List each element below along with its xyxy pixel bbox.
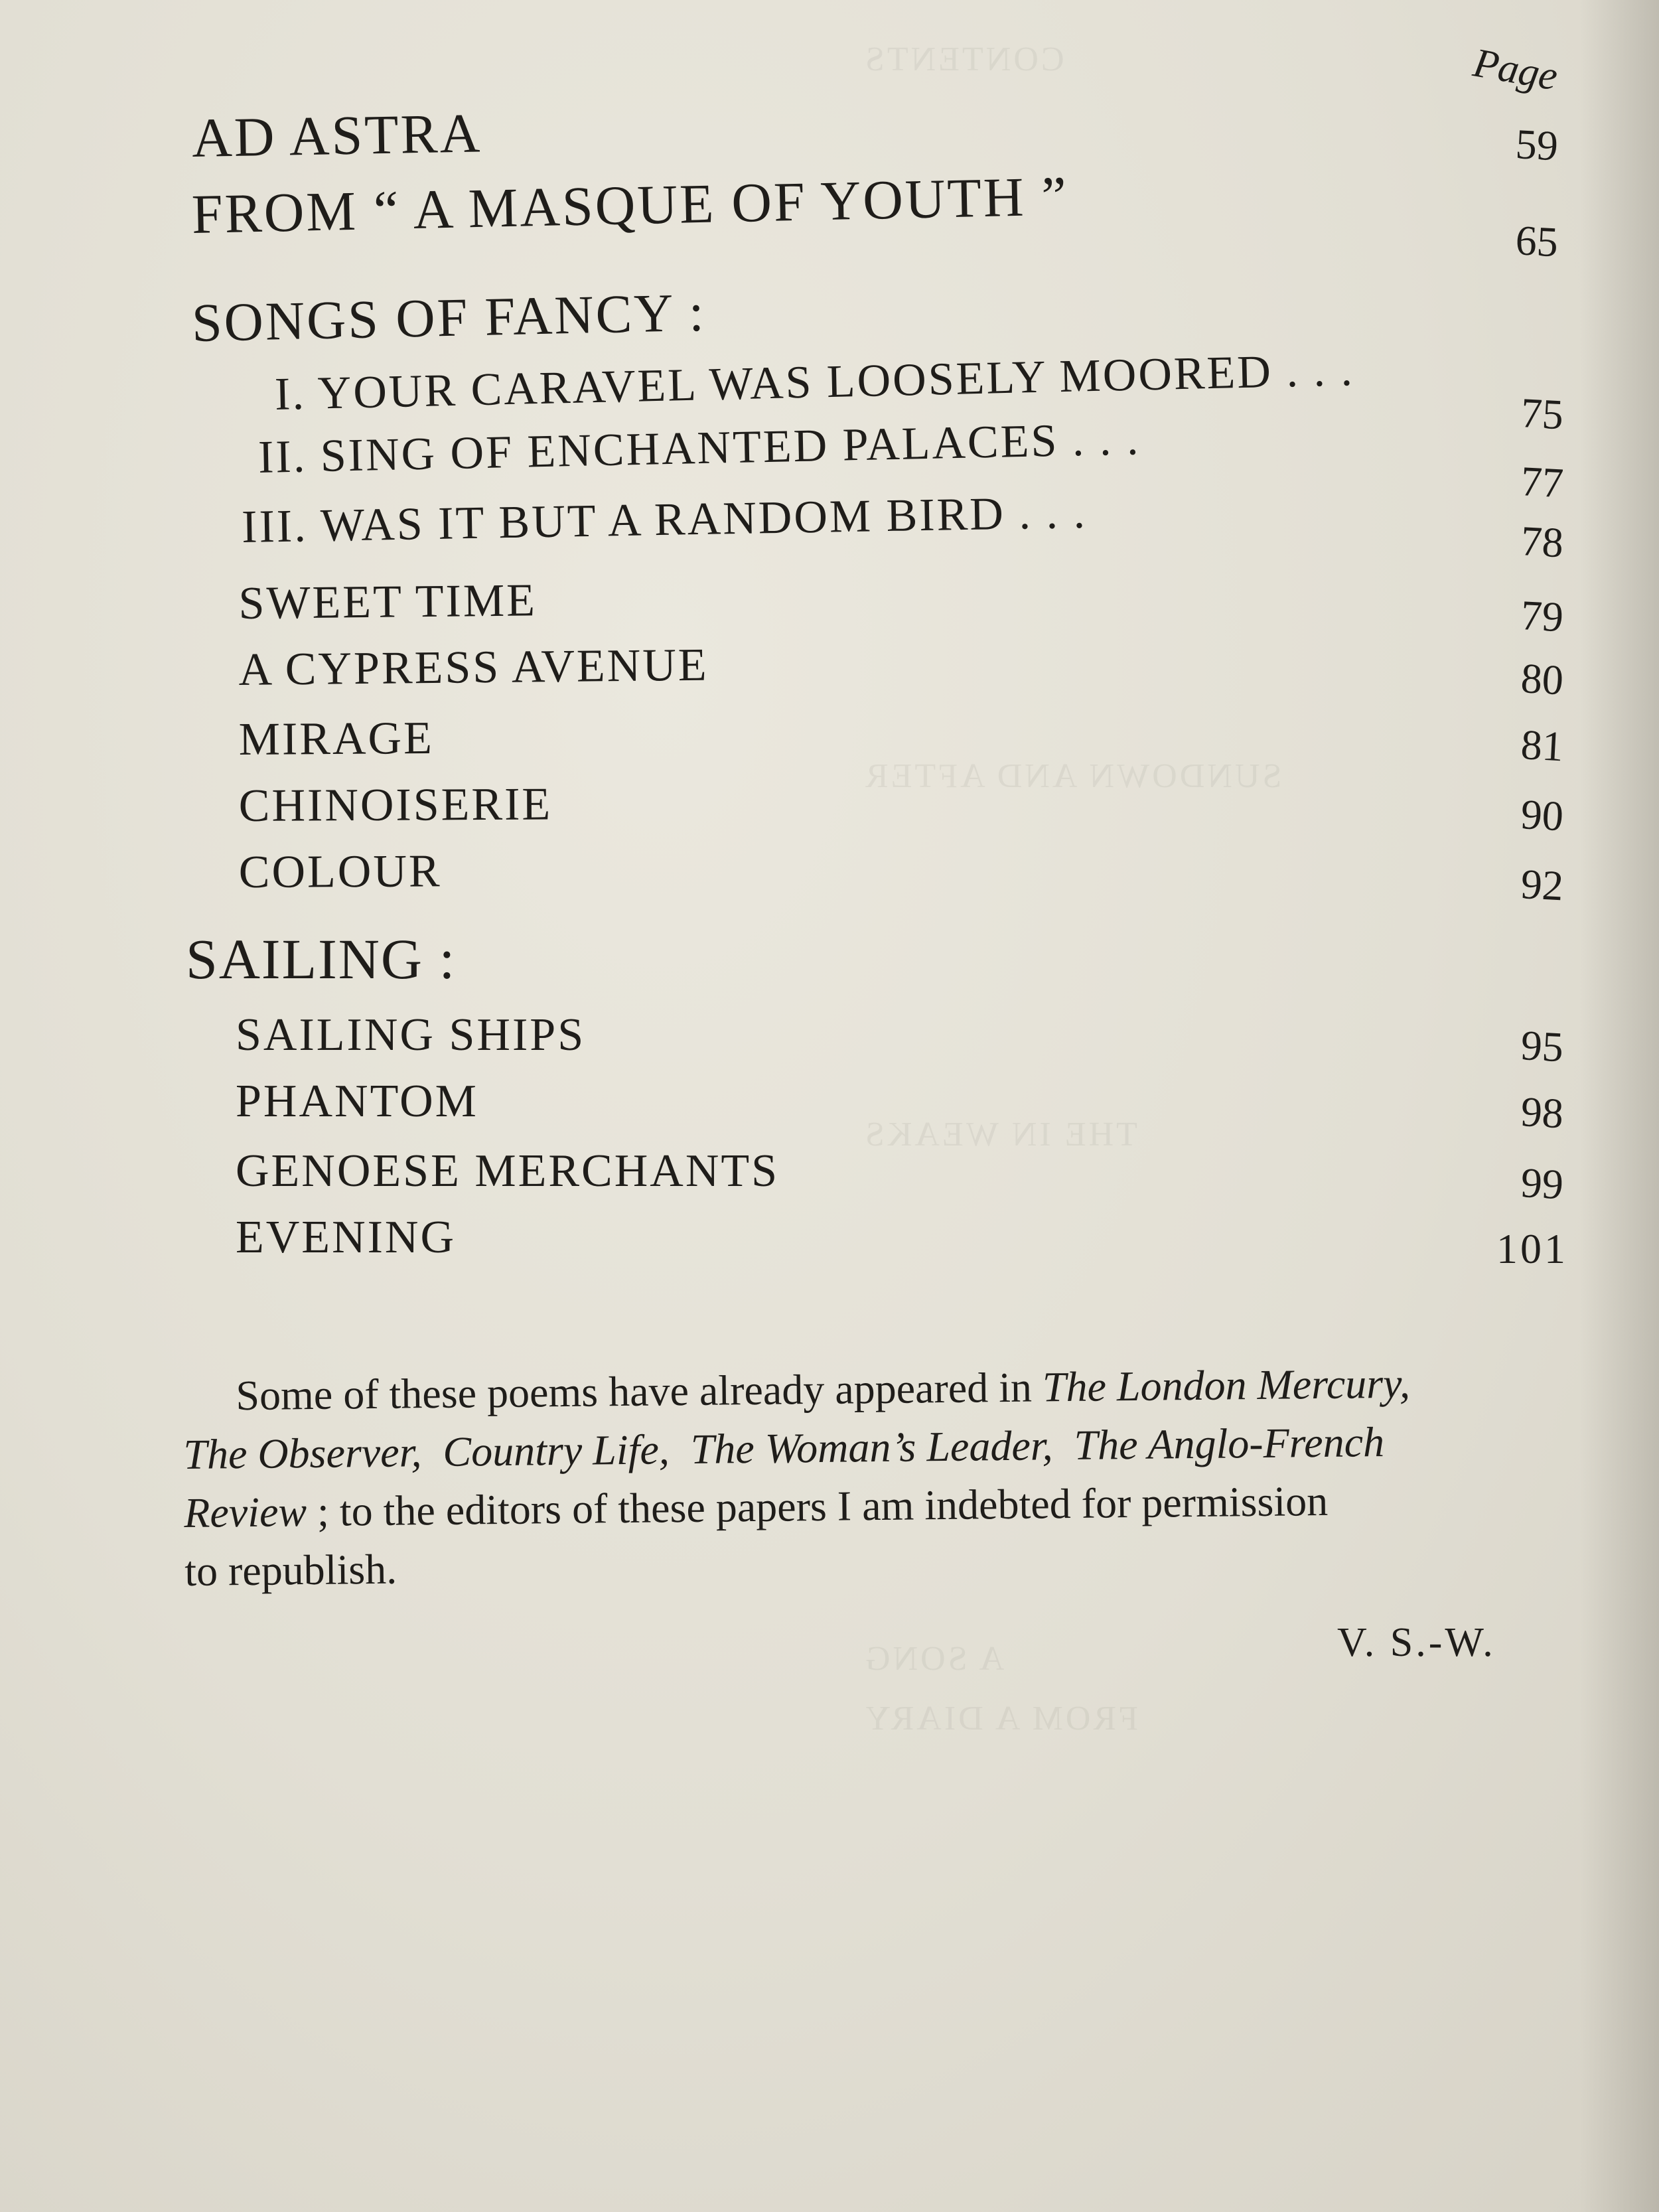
entry-title: MIRAGE [238, 712, 435, 765]
publication-title: The Anglo-French [1074, 1418, 1385, 1469]
entry-title: I. YOUR CARAVEL WAS LOOSELY MOORED . . . [274, 344, 1355, 421]
entry-title: A CYPRESS AVENUE [238, 639, 709, 696]
section-heading: SAILING : [186, 927, 457, 991]
entry-title: EVENING [236, 1212, 457, 1263]
entry-page-number: 79 [1520, 591, 1565, 641]
entry-title: GENOESE MERCHANTS [236, 1145, 780, 1197]
show-through-text: CONTENTS [863, 40, 1064, 78]
show-through-text: A SONG [863, 1640, 1005, 1678]
show-through-text: SUNDOWN AND AFTER [863, 757, 1282, 795]
publication-title: The London Mercury, [1042, 1359, 1411, 1411]
entry-page-number: 59 [1514, 120, 1559, 170]
entry-title: AD ASTRA [191, 102, 482, 170]
entry-page-number: 92 [1520, 860, 1565, 910]
entry-page-number: 75 [1520, 389, 1565, 439]
note-text: to republish. [184, 1545, 397, 1595]
entry-title: SWEET TIME [238, 575, 538, 630]
show-through-text: THE IN WEAKS [863, 1116, 1137, 1153]
note-text: Some of these poems have already appeared in [236, 1363, 1043, 1420]
entry-page-number: 98 [1520, 1088, 1565, 1138]
entry-title: III. WAS IT BUT A RANDOM BIRD . . . [241, 486, 1088, 553]
publication-title: Country Life, [443, 1426, 670, 1475]
author-signature: V. S.-W. [1337, 1620, 1496, 1665]
entry-page-number: 95 [1520, 1021, 1565, 1071]
section-heading: SONGS OF FANCY : [191, 281, 707, 354]
entry-page-number: 80 [1520, 654, 1565, 704]
entry-page-number: 81 [1520, 721, 1565, 771]
entry-title: COLOUR [238, 846, 442, 898]
entry-page-number: 99 [1520, 1159, 1565, 1209]
page-edge-shadow [1579, 0, 1659, 2212]
entry-title: FROM “ A MASQUE OF YOUTH ” [191, 165, 1069, 246]
entry-title: II. SING OF ENCHANTED PALACES . . . [257, 413, 1141, 484]
publication-title: The Woman’s Leader, [690, 1422, 1053, 1473]
entry-page-number: 65 [1514, 216, 1559, 266]
publication-title: Review [183, 1488, 307, 1536]
publication-title: The Observer, [183, 1428, 422, 1478]
show-through-text: FROM A DIARY [863, 1700, 1138, 1737]
entry-page-number: 101 [1496, 1225, 1568, 1272]
page-column-label: Page [1470, 40, 1561, 100]
entry-page-number: 78 [1520, 517, 1565, 567]
entry-page-number: 77 [1520, 457, 1565, 507]
entry-title: PHANTOM [236, 1076, 478, 1127]
note-text: ; to the editors of these papers I am indebted for permission [306, 1477, 1329, 1536]
entry-title: CHINOISERIE [238, 778, 553, 832]
entry-title: SAILING SHIPS [236, 1009, 586, 1061]
acknowledgement-note [182, 1353, 1579, 1601]
entry-page-number: 90 [1520, 790, 1565, 840]
